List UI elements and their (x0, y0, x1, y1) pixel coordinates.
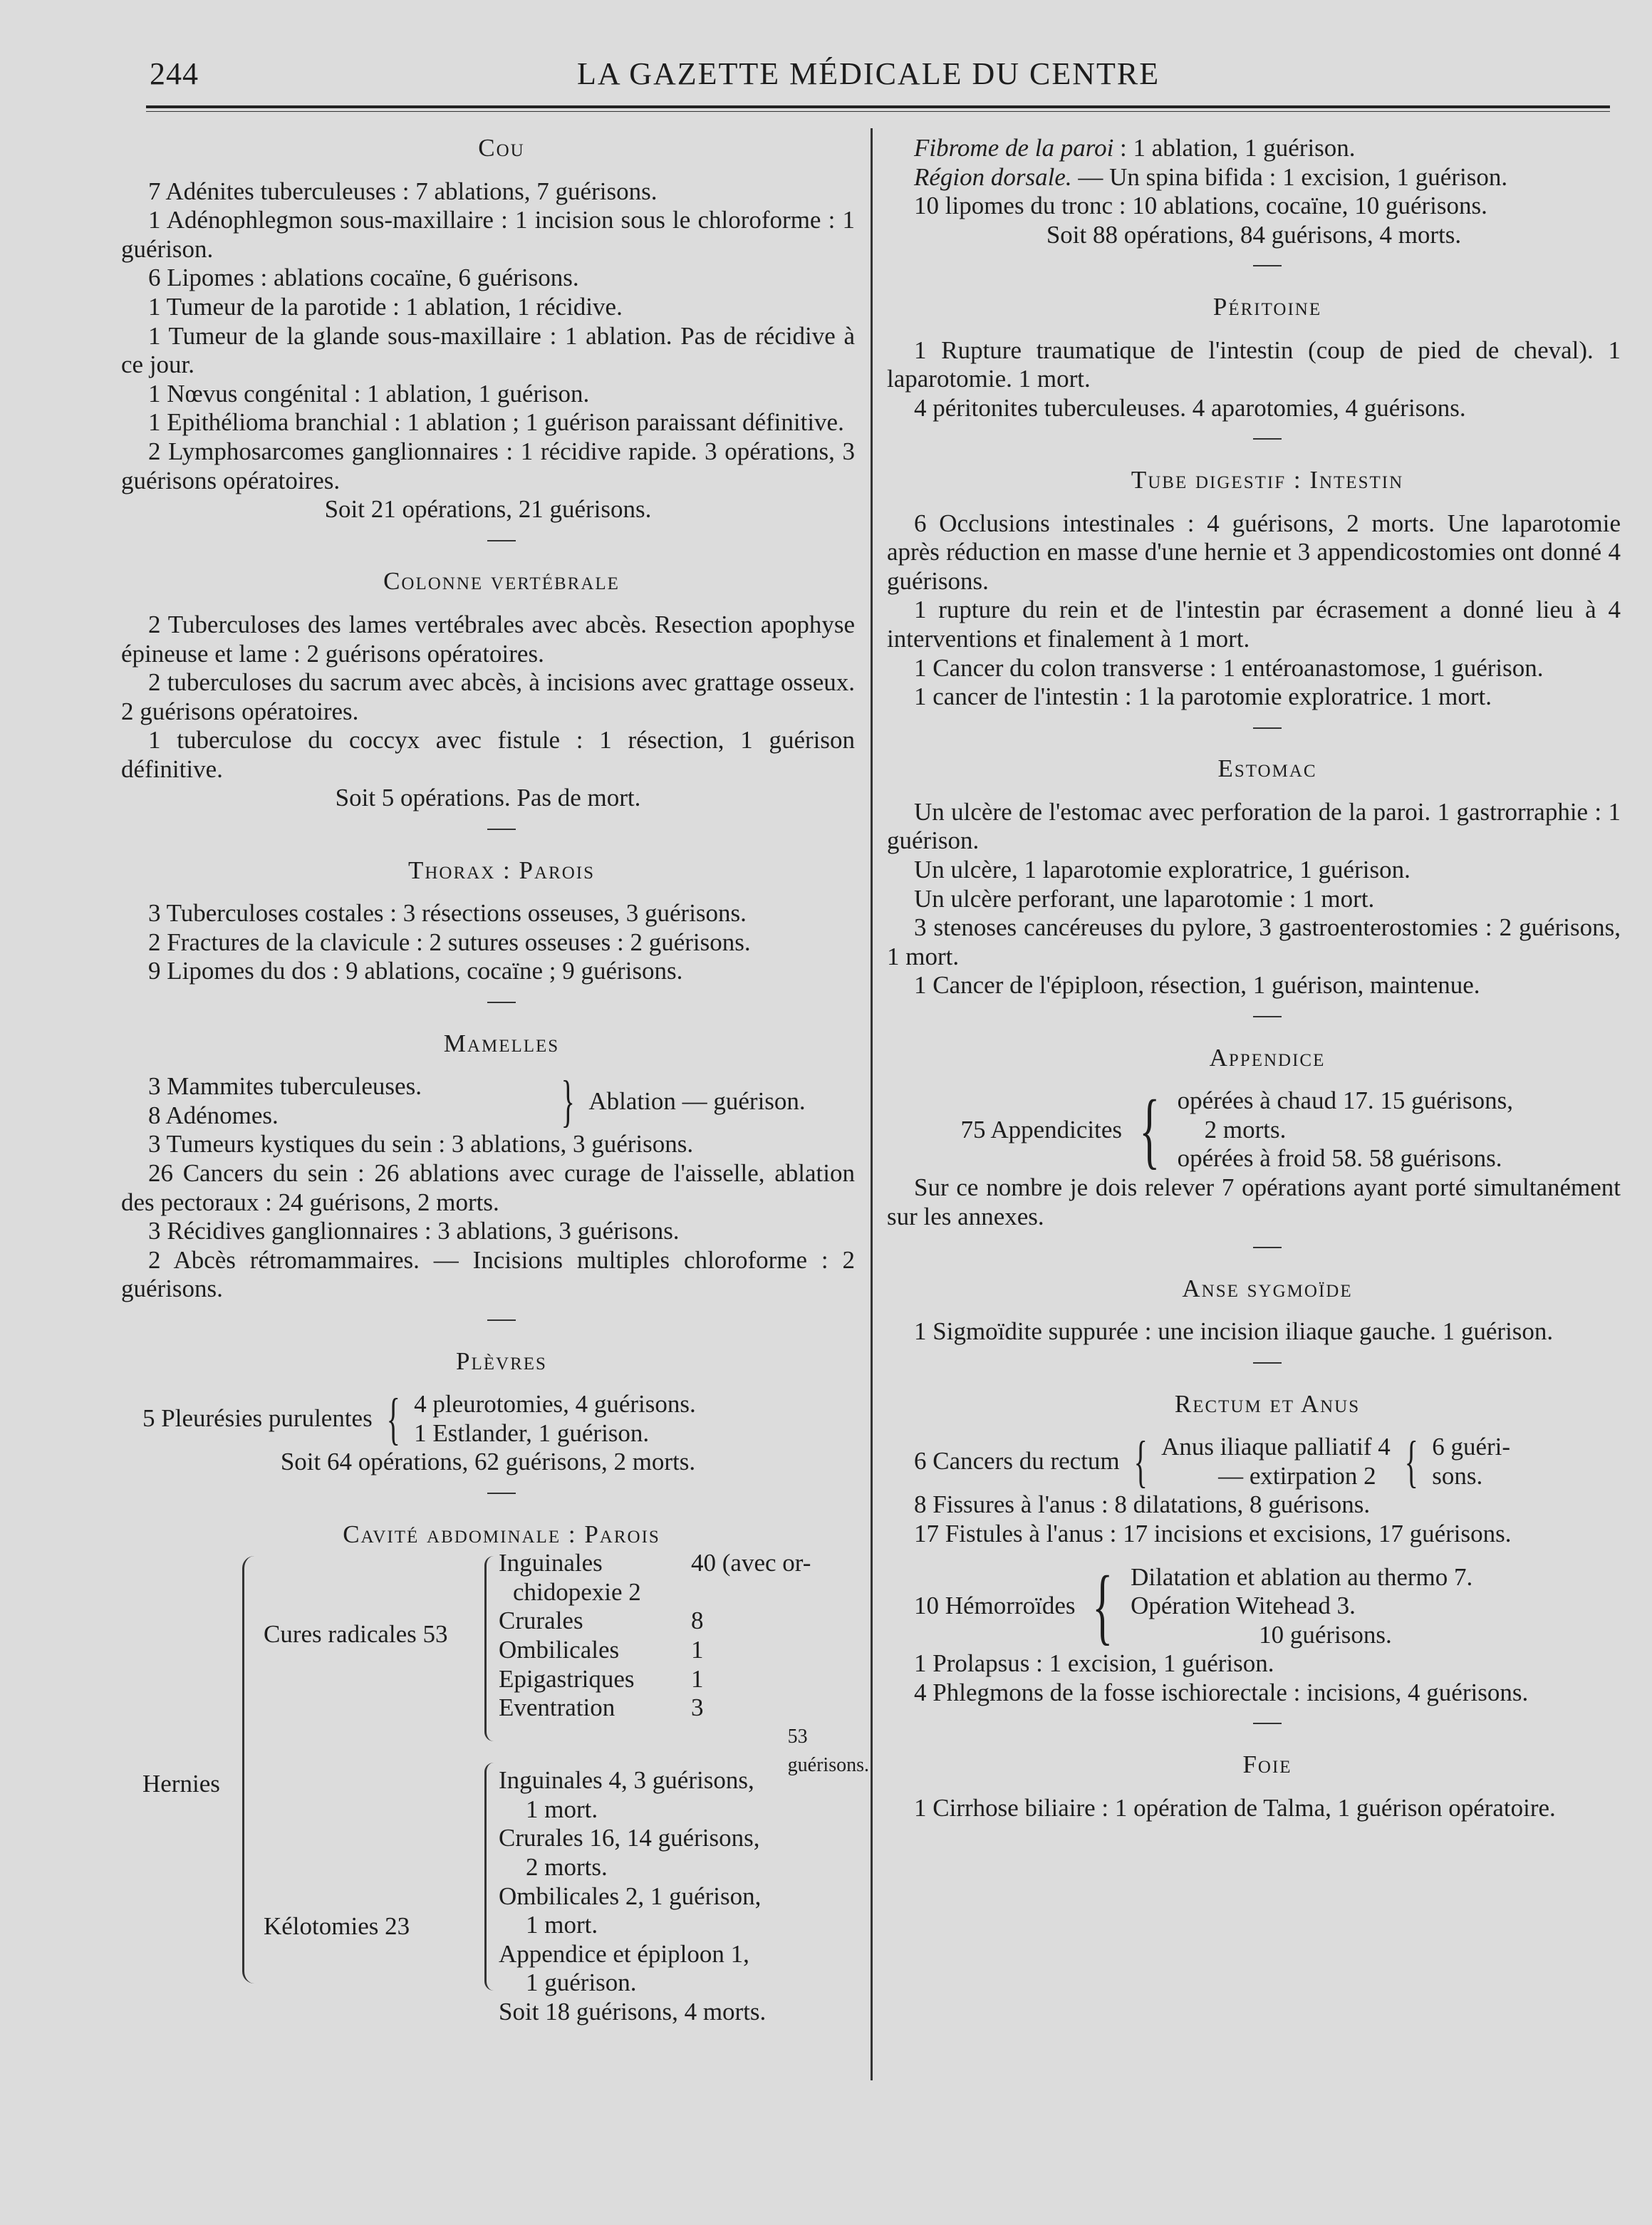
estomac-item: Un ulcère, 1 laparotomie exploratrice, 1 guérison. (914, 856, 1411, 884)
brace-glyph: } (561, 1069, 575, 1133)
section-heading-intestin: Tube digestif : Intestin (1131, 465, 1404, 494)
kelotomie-line: Crurales 16, 14 guérisons, (499, 1824, 760, 1852)
intestin-item: 1 cancer de l'intestin : 1 la parotomie exploratrice. 1 mort. (914, 683, 1492, 711)
rectum-cancer-item: — extirpation 2 (1218, 1461, 1376, 1490)
section-heading-peritoine: Péritoine (1212, 292, 1322, 321)
hernies-label: Hernies (142, 1770, 220, 1798)
cure-count: 1 (691, 1635, 704, 1664)
colonne-item: 2 tuberculoses du sacrum avec abcès, à incisions avec grattage osseux. 2 guérisons opératoires. (121, 668, 855, 725)
cure-count: 53 guérisons. (787, 1725, 869, 1777)
cure-name: chidopexie 2 (513, 1577, 641, 1606)
section-heading-appendice: Appendice (1209, 1043, 1326, 1072)
kelotomie-line: 1 guérison. (526, 1969, 637, 1997)
foie-item: 1 Cirrhose biliaire : 1 opération de Talma, 1 guérison opératoire. (914, 1793, 1556, 1822)
kelotomie-line: Inguinales 4, 3 guérisons, (499, 1766, 754, 1795)
mamelles-item: 2 Abcès rétromammaires. — Incisions multiples chloroforme : 2 guérisons. (121, 1245, 855, 1303)
cure-count: 40 (avec or- (691, 1549, 811, 1577)
section-heading-abdomen: Cavité abdominale : Parois (343, 1520, 660, 1548)
intestin-item: 1 rupture du rein et de l'intestin par écrasement a donné lieu à 4 interventions et finalement à 1 mort. (887, 596, 1621, 653)
section-heading-foie: Foie (1242, 1751, 1292, 1779)
region-label: Région dorsale. (914, 162, 1072, 191)
thorax-item: 3 Tuberculoses costales : 3 résections osseuses, 3 guérisons. (148, 899, 747, 928)
hemo-item: Dilatation et ablation au thermo 7. (1131, 1562, 1473, 1591)
page-header (150, 56, 1603, 98)
appendice-brace-group (887, 1082, 1621, 1178)
section-divider (887, 1000, 1621, 1029)
section-heading-mamelles: Mamelles (443, 1029, 560, 1057)
brace-glyph (484, 1556, 494, 1741)
rectum-cancer-label: 6 Cancers du rectum (914, 1447, 1120, 1475)
rectum-cancer-result: 6 guéri- (1432, 1433, 1511, 1461)
cou-item: 1 Tumeur de la parotide : 1 ablation, 1 récidive. (148, 292, 623, 321)
estomac-item: Un ulcère de l'estomac avec perforation de la paroi. 1 gastrorraphie : 1 guérison. (887, 797, 1621, 855)
mamelles-item: 3 Tumeurs kystiques du sein : 3 ablations, 3 guérisons. (148, 1130, 694, 1158)
plevres-total: Soit 64 opérations, 62 guérisons, 2 morts. (280, 1448, 696, 1476)
header-rule (146, 105, 1610, 108)
cou-item: 6 Lipomes : ablations cocaïne, 6 guérisons. (148, 264, 579, 292)
section-heading-rectum: Rectum et Anus (1174, 1389, 1361, 1418)
section-heading-colonne: Colonne vertébrale (383, 567, 620, 596)
estomac-item: 1 Cancer de l'épiploon, résection, 1 guérison, maintenue. (914, 971, 1480, 1000)
journal-title: LA GAZETTE MÉDICALE DU CENTRE (577, 56, 1160, 91)
brace-glyph: { (1133, 1430, 1148, 1493)
brace-glyph (242, 1556, 254, 1983)
plevres-brace-label: 5 Pleurésies purulentes (142, 1404, 373, 1433)
cou-item: 1 Tumeur de la glande sous-maxillaire : 1 ablation. Pas de récidive à ce jour. (121, 321, 855, 379)
brace-glyph: { (1092, 1558, 1113, 1654)
plevres-brace-item: 4 pleurotomies, 4 guérisons. (414, 1390, 696, 1418)
section-heading-estomac: Estomac (1217, 754, 1317, 783)
section-divider (121, 986, 855, 1015)
kelotomie-line: 1 mort. (526, 1795, 598, 1823)
section-divider (121, 813, 855, 842)
rectum-cancer-group (887, 1430, 1621, 1493)
cure-count: 1 (691, 1664, 704, 1693)
cou-item: 7 Adénites tuberculeuses : 7 ablations, 7 guérisons. (148, 177, 658, 205)
plevres-brace-group (121, 1387, 855, 1451)
paroi-total: Soit 88 opérations, 84 guérisons, 4 morts. (1046, 220, 1462, 249)
intestin-item: 6 Occlusions intestinales : 4 guérisons, 2 morts. Une laparotomie après réduction en masse d'une hernie et 3 appendicostomies ont donné 4 guérisons. (887, 509, 1621, 595)
region-text: — Un spina bifida : 1 excision, 1 guérison. (1071, 162, 1508, 191)
cou-item: 2 Lymphosarcomes ganglionnaires : 1 récidive rapide. 3 opérations, 3 guérisons opératoires. (121, 437, 855, 494)
right-column (887, 134, 1621, 1822)
section-divider (121, 1477, 855, 1506)
peritoine-item: 4 péritonites tuberculeuses. 4 aparotomies, 4 guérisons. (914, 393, 1466, 422)
hemorroides-group (887, 1558, 1621, 1654)
fibrome-label: Fibrome de la paroi (914, 134, 1114, 162)
mamelles-brace-item: 8 Adénomes. (148, 1101, 279, 1129)
kelotomie-line: Appendice et épiploon 1, (499, 1939, 749, 1968)
brace-glyph (484, 1763, 494, 1991)
colonne-total: Soit 5 opérations. Pas de mort. (335, 784, 641, 812)
cures-label: Cures radicales 53 (264, 1620, 448, 1649)
mamelles-brace-group (121, 1069, 855, 1133)
kelotomies-label: Kélotomies 23 (264, 1912, 410, 1941)
brace-glyph: { (386, 1387, 400, 1451)
page-number: 244 (150, 56, 199, 91)
thorax-item: 2 Fractures de la clavicule : 2 sutures osseuses : 2 guérisons. (148, 928, 751, 956)
cou-total: Soit 21 opérations, 21 guérisons. (324, 495, 652, 524)
cou-item: 1 Adénophlegmon sous-maxillaire : 1 incision sous le chloroforme : 1 guérison. (121, 206, 855, 263)
kelotomie-line: 2 morts. (526, 1852, 608, 1881)
appendice-brace-label: 75 Appendicites (960, 1115, 1122, 1143)
paroi-lipomes: 10 lipomes du tronc : 10 ablations, cocaïne, 10 guérisons. (914, 192, 1487, 220)
peritoine-item: 1 Rupture traumatique de l'intestin (coup de pied de cheval). 1 laparotomie. 1 mort. (887, 336, 1621, 393)
appendice-note: Sur ce nombre je dois relever 7 opérations ayant porté simultanément sur les annexes. (887, 1173, 1621, 1230)
hemo-label: 10 Hémorroïdes (914, 1592, 1076, 1620)
colonne-item: 2 Tuberculoses des lames vertébrales avec abcès. Resection apophyse épineuse et lame : 2 guérisons opératoires. (121, 610, 855, 668)
mamelles-item: 26 Cancers du sein : 26 ablations avec curage de l'aisselle, ablation des pectoraux : 24 guérisons, 2 morts. (121, 1159, 855, 1216)
fibrome-text: : 1 ablation, 1 guérison. (1113, 134, 1356, 162)
appendice-brace-item: opérées à chaud 17. 15 guérisons, (1177, 1086, 1513, 1115)
rectum-item: 1 Prolapsus : 1 excision, 1 guérison. (914, 1649, 1274, 1678)
cure-count: 3 (691, 1694, 704, 1722)
rectum-cancer-item: Anus iliaque palliatif 4 (1161, 1433, 1391, 1461)
cure-name: Crurales (499, 1607, 583, 1635)
cou-item: 1 Epithélioma branchial : 1 ablation ; 1 guérison paraissant définitive. (148, 408, 844, 437)
mamelles-brace-result: Ablation — guérison. (588, 1086, 806, 1115)
cure-name: Ombilicales (499, 1635, 620, 1664)
brace-glyph: { (1404, 1430, 1418, 1493)
section-divider (887, 249, 1621, 279)
section-divider (121, 524, 855, 554)
brace-glyph: { (1139, 1082, 1160, 1178)
section-divider (887, 712, 1621, 741)
rectum-item: 17 Fistules à l'anus : 17 incisions et excisions, 17 guérisons. (914, 1519, 1512, 1547)
plevres-brace-item: 1 Estlander, 1 guérison. (414, 1418, 650, 1447)
estomac-item: Un ulcère perforant, une laparotomie : 1 mort. (914, 884, 1375, 913)
rectum-item: 4 Phlegmons de la fosse ischiorectale : incisions, 4 guérisons. (914, 1678, 1529, 1706)
cou-item: 1 Nœvus congénital : 1 ablation, 1 guérison. (148, 379, 590, 408)
paroi-fibrome (887, 134, 1621, 163)
header-rule-thin (146, 111, 1610, 112)
hemo-item: Opération Witehead 3. (1131, 1592, 1356, 1620)
section-heading-plevres: Plèvres (456, 1347, 547, 1375)
cure-name: Eventration (499, 1694, 615, 1722)
colonne-item: 1 tuberculose du coccyx avec fistule : 1 résection, 1 guérison définitive. (121, 726, 855, 783)
left-column (121, 134, 869, 2026)
section-heading-cou: Cou (478, 134, 525, 162)
section-divider (887, 1708, 1621, 1737)
kelotomies-list (499, 1766, 869, 2026)
rectum-item: 8 Fissures à l'anus : 8 dilatations, 8 guérisons. (914, 1490, 1371, 1519)
estomac-item: 3 stenoses cancéreuses du pylore, 3 gastroenterostomies : 2 guérisons, 1 mort. (887, 913, 1621, 970)
kelotomie-line: 1 mort. (526, 1911, 598, 1939)
cure-name: Epigastriques (499, 1664, 635, 1693)
appendice-brace-item: opérées à froid 58. 58 guérisons. (1177, 1144, 1502, 1173)
anse-item: 1 Sigmoïdite suppurée : une incision iliaque gauche. 1 guérison. (914, 1317, 1554, 1346)
section-divider (887, 422, 1621, 452)
thorax-item: 9 Lipomes du dos : 9 ablations, cocaïne ; 9 guérisons. (148, 957, 683, 985)
hemo-item: 10 guérisons. (1259, 1620, 1392, 1649)
column-divider (871, 128, 873, 2080)
appendice-brace-item: 2 morts. (1204, 1115, 1287, 1143)
hernies-table (121, 1549, 869, 2026)
mamelles-brace-item: 3 Mammites tuberculeuses. (148, 1072, 422, 1101)
kelotomie-line: Ombilicales 2, 1 guérison, (499, 1882, 762, 1910)
cure-name: Inguinales (499, 1549, 603, 1577)
mamelles-item: 3 Récidives ganglionnaires : 3 ablations, 3 guérisons. (148, 1217, 680, 1245)
section-divider (887, 1347, 1621, 1376)
section-divider (887, 1231, 1621, 1260)
section-divider (121, 1304, 855, 1333)
rectum-cancer-result: sons. (1432, 1461, 1483, 1490)
intestin-item: 1 Cancer du colon transverse : 1 entéroanastomose, 1 guérison. (914, 653, 1544, 682)
kelotomie-line: Soit 18 guérisons, 4 morts. (499, 1997, 767, 2026)
cure-count: 8 (691, 1607, 704, 1635)
paroi-region (887, 163, 1621, 192)
cures-list (499, 1549, 869, 1780)
section-heading-anse: Anse sygmoïde (1182, 1274, 1353, 1302)
section-heading-thorax: Thorax : Parois (408, 856, 595, 884)
